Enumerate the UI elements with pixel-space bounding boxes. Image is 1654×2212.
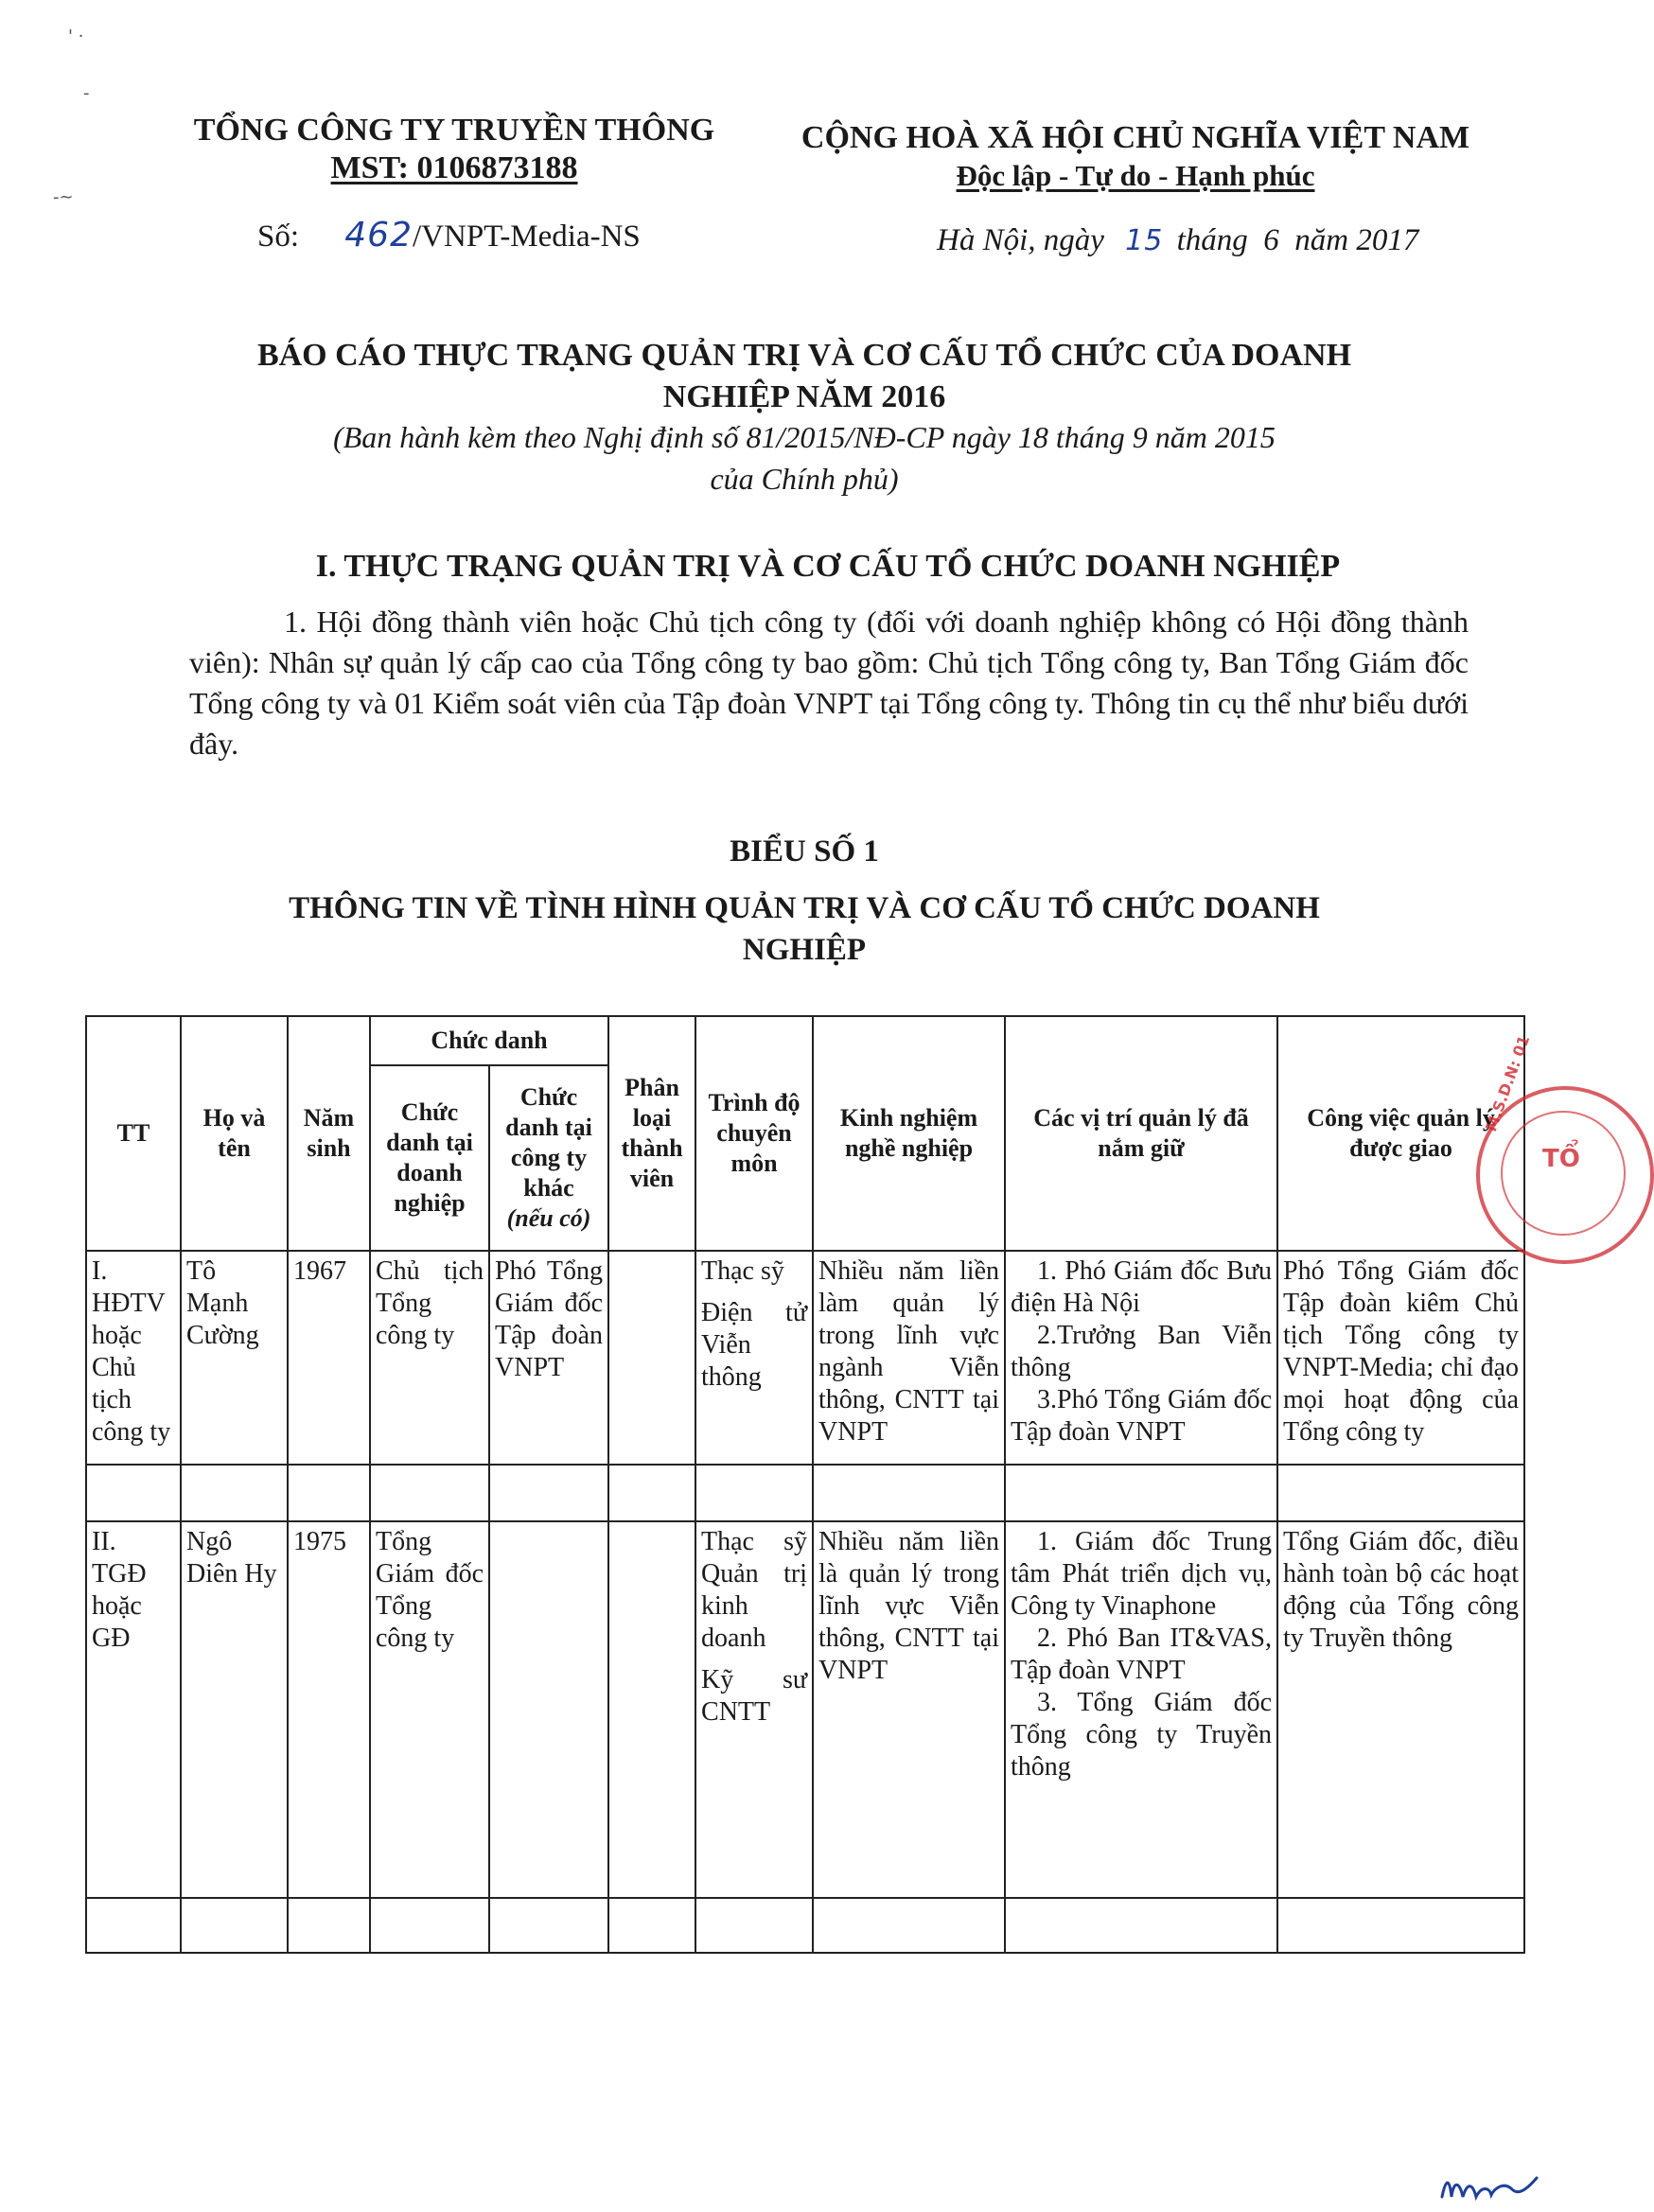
initials-signature	[1438, 2168, 1542, 2206]
header-birth: Năm sinh	[288, 1016, 370, 1251]
report-title-line1: BÁO CÁO THỰC TRẠNG QUẢN TRỊ VÀ CƠ CẤU TỔ CHỨC CỦA DOANH	[256, 338, 1352, 373]
document-number	[257, 216, 641, 255]
organization-name: TỔNG CÔNG TY TRUYỀN THÔNG	[193, 113, 715, 148]
cell-education	[695, 1251, 813, 1465]
scan-mark: ' ·	[68, 26, 84, 46]
document-date	[937, 223, 1418, 258]
tax-code: MST: 0106873188	[330, 150, 578, 185]
position-item: 1. Giám đốc Trung tâm Phát triển dịch vụ, Công ty Vinaphone	[1011, 1527, 1273, 1621]
header-title-other	[489, 1065, 608, 1251]
cell-name: Ngô Diên Hy	[181, 1521, 288, 1898]
header-tt: TT	[86, 1016, 181, 1251]
report-title	[189, 335, 1419, 418]
organization-block	[151, 112, 757, 187]
report-subtitle-line2: của Chính phủ)	[710, 462, 899, 496]
position-item: 2.Trưởng Ban Viễn thông	[1011, 1321, 1273, 1382]
cell-title-other	[489, 1521, 608, 1898]
national-header	[776, 119, 1495, 195]
table-row	[86, 1521, 1524, 1898]
national-motto: Độc lập - Tự do - Hạnh phúc	[956, 159, 1315, 192]
table-row-empty	[86, 1465, 1524, 1521]
cell-experience: Nhiều năm liền làm quản lý trong lĩnh vực ngành Viễn thông, CNTT tại VNPT	[813, 1251, 1005, 1465]
cell-positions	[1005, 1521, 1277, 1898]
report-subtitle-line1: (Ban hành kèm theo Nghị định số 81/2015/NĐ-CP ngày 18 tháng 9 năm 2015	[333, 420, 1276, 454]
doc-number-handwritten: 462	[344, 216, 413, 255]
country-name: CỘNG HOÀ XÃ HỘI CHỦ NGHĨA VIỆT NAM	[801, 120, 1470, 155]
date-day-handwritten: 15	[1125, 224, 1164, 257]
report-title-line2: NGHIỆP NĂM 2016	[662, 379, 946, 414]
report-subtitle	[189, 416, 1419, 500]
form-title-line2: NGHIỆP	[742, 933, 867, 967]
header-title-other-note: (nếu có)	[506, 1204, 591, 1232]
cell-title-company: Tổng Giám đốc Tổng công ty	[370, 1521, 489, 1898]
cell-tt: II. TGĐ hoặc GĐ	[86, 1521, 181, 1898]
scan-mark: -~	[53, 187, 74, 207]
cell-positions	[1005, 1251, 1277, 1465]
position-item: 3. Tổng Giám đốc Tổng công ty Truyền thông	[1011, 1688, 1273, 1782]
governance-table	[85, 1015, 1525, 1954]
doc-number-label: Số:	[257, 219, 300, 254]
cell-duties: Tổng Giám đốc, điều hành toàn bộ các hoạt động của Tổng công ty Truyền thông	[1277, 1521, 1524, 1898]
cell-education	[695, 1521, 813, 1898]
cell-tt: I. HĐTV hoặc Chủ tịch công ty	[86, 1251, 181, 1465]
cell-title-company: Chủ tịch Tổng công ty	[370, 1251, 489, 1465]
doc-number-suffix: /VNPT-Media-NS	[413, 219, 641, 254]
position-item: 1. Phó Giám đốc Bưu điện Hà Nội	[1011, 1256, 1273, 1318]
cell-experience: Nhiều năm liền là quản lý trong lĩnh vực Viễn thông, CNTT tại VNPT	[813, 1521, 1005, 1898]
scan-mark: -	[83, 83, 90, 103]
header-education: Trình độ chuyên môn	[695, 1016, 813, 1251]
cell-education-degree: Thạc sỹ	[701, 1256, 784, 1286]
table-row-empty	[86, 1898, 1524, 1953]
position-item: 3.Phó Tổng Giám đốc Tập đoàn VNPT	[1011, 1385, 1273, 1447]
date-prefix: Hà Nội, ngày	[937, 223, 1104, 257]
position-item: 2. Phó Ban IT&VAS, Tập đoàn VNPT	[1011, 1624, 1273, 1685]
cell-member-type	[608, 1251, 695, 1465]
cell-birth: 1967	[288, 1251, 370, 1465]
header-member-type: Phân loại thành viên	[608, 1016, 695, 1251]
cell-education-degree: Thạc sỹ Quản trị kinh doanh	[701, 1527, 808, 1653]
header-title-company: Chức danh tại doanh nghiệp	[370, 1065, 489, 1251]
cell-education-field: Điện tử Viễn thông	[701, 1298, 808, 1392]
header-duties: Công việc quản lý được giao	[1277, 1016, 1524, 1251]
header-experience: Kinh nghiệm nghề nghiệp	[813, 1016, 1005, 1251]
cell-birth: 1975	[288, 1521, 370, 1898]
cell-member-type	[608, 1521, 695, 1898]
form-label: BIỂU SỐ 1	[730, 834, 879, 869]
header-title-other-text: Chức danh tại công ty khác	[505, 1083, 592, 1202]
section-heading: I. THỰC TRẠNG QUẢN TRỊ VÀ CƠ CẤU TỔ CHỨC DOANH NGHIỆP	[315, 549, 1341, 584]
table-row	[86, 1251, 1524, 1465]
form-title	[189, 887, 1419, 971]
cell-duties: Phó Tổng Giám đốc Tập đoàn kiêm Chủ tịch Tổng công ty VNPT-Media; chỉ đạo mọi hoạt động của Tổng công ty	[1277, 1251, 1524, 1465]
cell-title-other: Phó Tổng Giám đốc Tập đoàn VNPT	[489, 1251, 608, 1465]
seal-ring-text: M.S.D.N: 01	[1482, 1032, 1534, 1134]
company-seal	[1476, 1032, 1654, 1264]
date-suffix: tháng 6 năm 2017	[1176, 223, 1419, 257]
cell-name: Tô Mạnh Cường	[181, 1251, 288, 1465]
company-seal-inner-ring	[1501, 1111, 1626, 1236]
header-name: Họ và tên	[181, 1016, 288, 1251]
cell-education-field: Kỹ sư CNTT	[701, 1665, 808, 1727]
form-title-line1: THÔNG TIN VỀ TÌNH HÌNH QUẢN TRỊ VÀ CƠ CẤU TỔ CHỨC DOANH	[289, 891, 1320, 925]
section-paragraph: 1. Hội đồng thành viên hoặc Chủ tịch công ty (đối với doanh nghiệp không có Hội đồng thành viên): Nhân sự quản lý cấp cao của Tổng công ty bao gồm: Chủ tịch Tổng công ty, Ban Tổng Giám đốc Tổng công ty và 01 Kiểm soát viên của Tập đoàn VNPT tại Tổng công ty. Thông tin cụ thể như biểu dưới đây.	[189, 605, 1469, 761]
header-title-group: Chức danh	[370, 1016, 608, 1065]
header-positions: Các vị trí quản lý đã nắm giữ	[1005, 1016, 1277, 1251]
seal-center-text: TỔ	[1542, 1145, 1580, 1173]
